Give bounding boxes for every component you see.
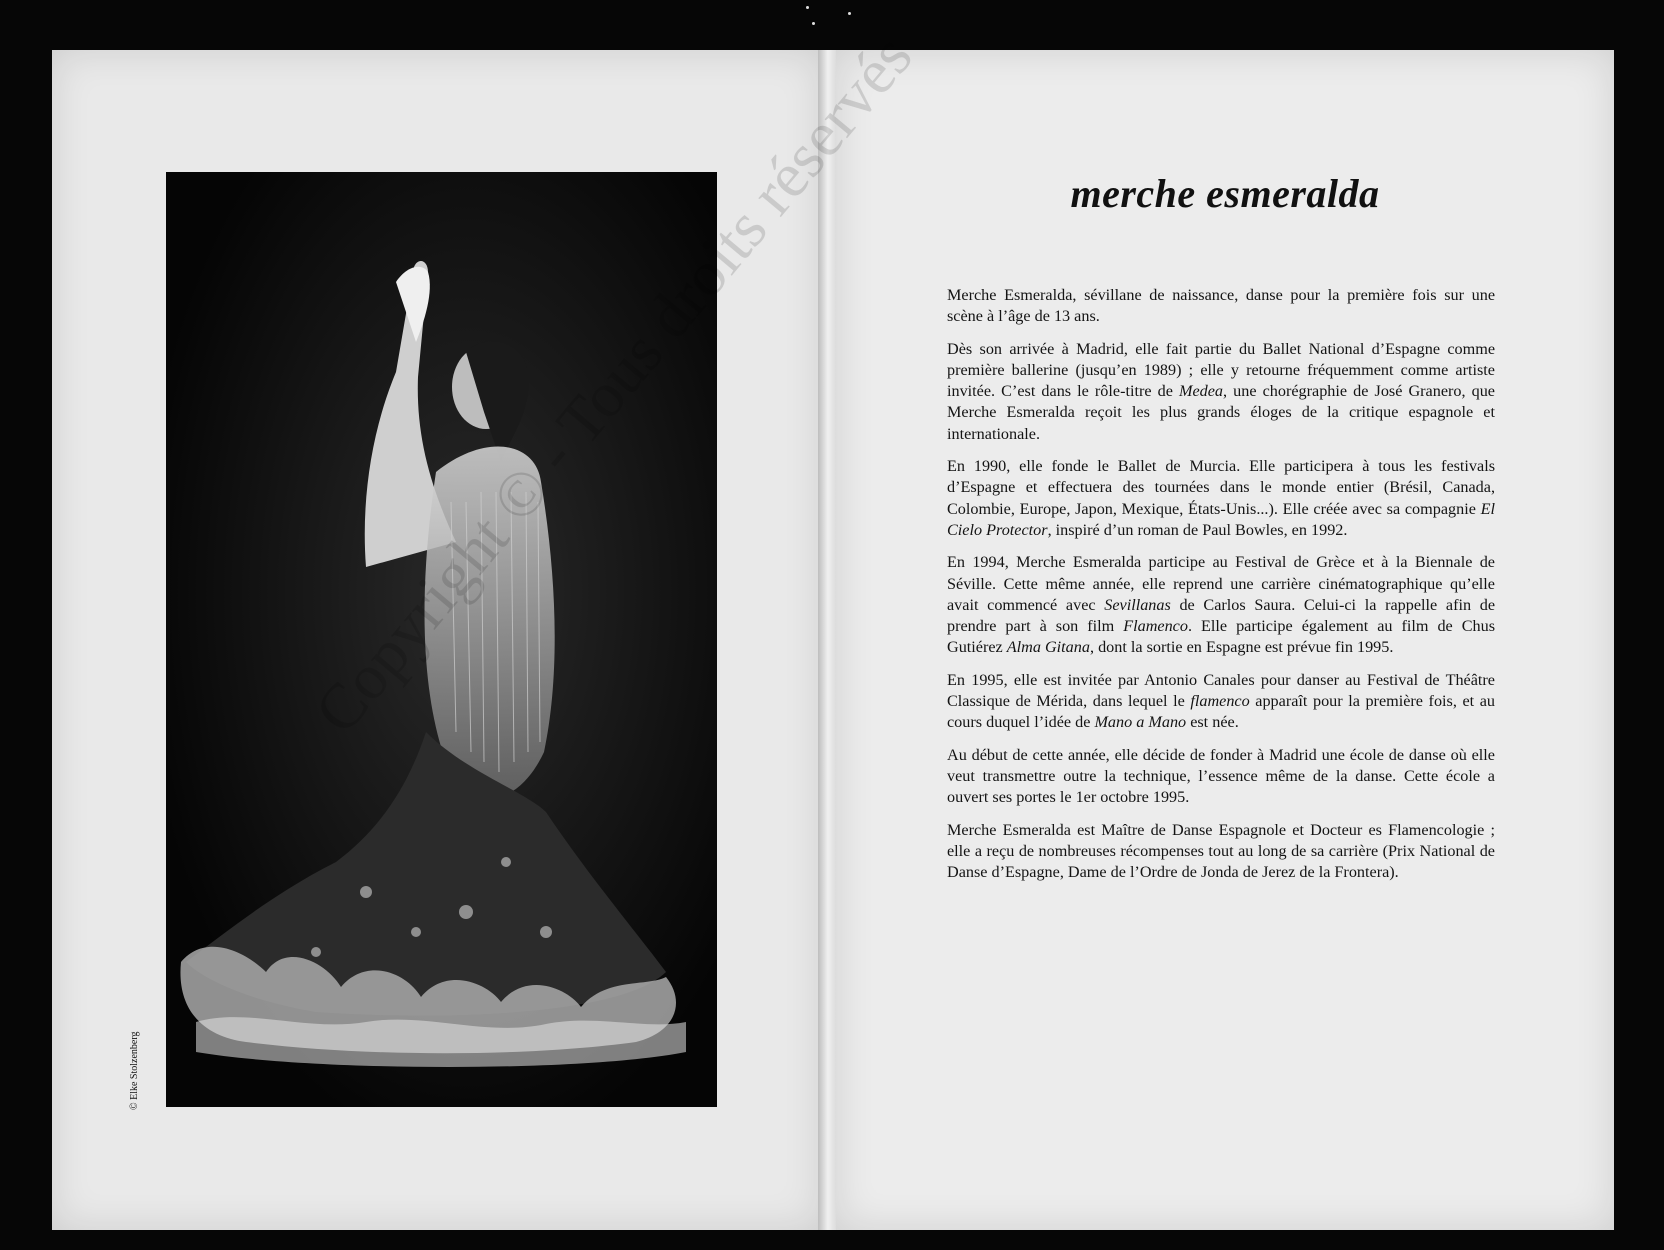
italic-title: Sevillanas [1104, 595, 1171, 614]
text-run: de Carlos Saura. Celui-ci la rappelle afin de prendre part à son film [947, 595, 1495, 636]
bio-paragraph [947, 745, 1495, 809]
biography-text [947, 285, 1495, 894]
bio-paragraph [947, 670, 1495, 734]
bio-paragraph [947, 552, 1495, 658]
text-run: Au début de cette année, elle décide de fonder à Madrid une école de danse où elle veut transmettre outre la technique, l’essence même de la danse. Cette école a ouvert ses portes le 1er octobre 1995. [947, 745, 1495, 807]
text-run: . Elle participe également au film de Chus Gutiérez [947, 617, 1496, 657]
right-page [836, 50, 1614, 1230]
italic-title: flamenco [1190, 692, 1250, 711]
bio-paragraph [947, 339, 1495, 445]
left-page [52, 50, 822, 1230]
bio-paragraph [947, 820, 1495, 884]
photo-credit: © Elke Stolzenberg [129, 1031, 140, 1110]
italic-title: Mano a Mano [1094, 713, 1187, 732]
text-run: En 1995, elle est invitée par Antonio Canales pour danser au Festival de Théâtre Classique de Mérida, dans lequel le [947, 670, 1495, 711]
text-run: , inspiré d’un roman de Paul Bowles, en 1992. [1047, 520, 1348, 539]
text-run: Merche Esmeralda est Maître de Danse Espagnole et Docteur es Flamencologie ; elle a reçu de nombreuses récompenses tout au long de sa carrière (Prix National de Danse d’Espagne, Dame de l’Ordre de Jonda de Jerez de la Frontera). [947, 820, 1495, 882]
bio-paragraph [947, 456, 1495, 541]
text-run: , une chorégraphie de José Granero, que Merche Esmeralda reçoit les plus grands éloges de la critique espagnole et internationale. [947, 382, 1495, 443]
bio-paragraph [947, 285, 1495, 328]
text-run: , dont la sortie en Espagne est prévue fin 1995. [1089, 638, 1394, 657]
text-run: Merche Esmeralda, sévillane de naissance, danse pour la première fois sur une scène à l’âge de 13 ans. [947, 286, 1495, 326]
scan-speck [812, 22, 815, 25]
scan-speck [848, 12, 851, 15]
italic-title: Medea [1178, 382, 1224, 401]
italic-title: El Cielo Protector [947, 499, 1495, 539]
italic-title: Alma Gitana [1006, 638, 1090, 657]
text-run: Dès son arrivée à Madrid, elle fait partie du Ballet National d’Espagne comme première ballerine (jusqu’en 1989) ; elle y retourne fréquemment comme artiste invitée. C’est dans le rôle-titre de [947, 339, 1495, 401]
text-run: En 1990, elle fonde le Ballet de Murcia. Elle participera à tous les festivals d’Espagne et effectuera des tournées dans le monde entier (Brésil, Canada, Colombie, Europe, Japon, Mexique, États-Unis...). Elle créée avec sa compagnie [947, 457, 1495, 518]
text-run: apparaît pour la première fois, et au cours duquel l’idée de [947, 692, 1495, 732]
text-run: est née. [1186, 713, 1239, 732]
italic-title: Flamenco [1123, 617, 1188, 636]
dancer-photo [166, 172, 717, 1107]
text-run: En 1994, Merche Esmeralda participe au Festival de Grèce et à la Biennale de Séville. Cette même année, elle reprend une carrière cinématographique qu’elle avait commencé avec [947, 553, 1495, 614]
scan-speck [806, 6, 809, 9]
dancer-figure [166, 172, 717, 1107]
page-title: merche esmeralda [1070, 171, 1380, 216]
